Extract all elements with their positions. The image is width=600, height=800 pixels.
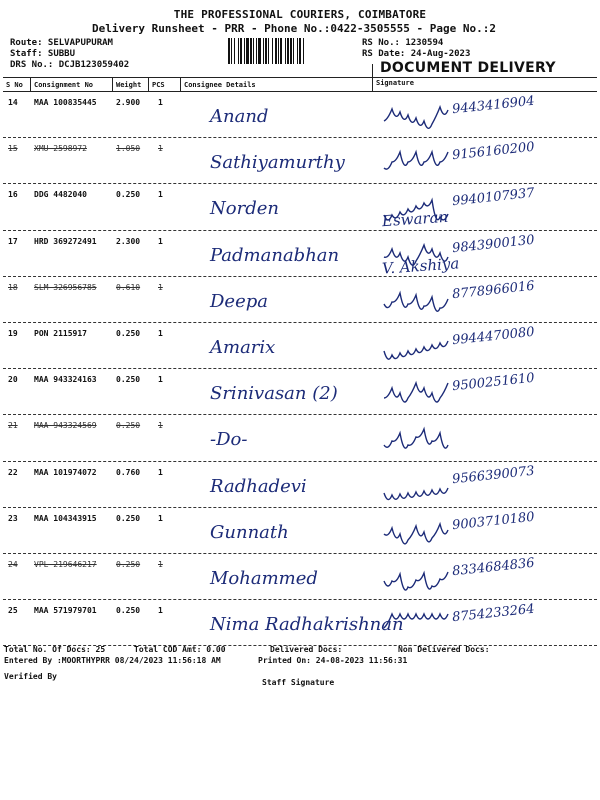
row-consignee-name: Sathiyamurthy bbox=[210, 152, 345, 174]
row-sno: 20 bbox=[8, 375, 18, 385]
row-signature-phone: 8334684836 bbox=[451, 555, 536, 580]
verified-by: Verified By bbox=[4, 672, 57, 681]
row-consignee-name: Amarix bbox=[210, 337, 276, 358]
col-consignment: Consignment No bbox=[34, 81, 94, 89]
barcode-image bbox=[228, 38, 356, 64]
row-consignee-name: Norden bbox=[210, 198, 279, 220]
row-consignee-name: Srinivasan (2) bbox=[210, 383, 338, 405]
col-divider bbox=[112, 77, 113, 91]
row-separator bbox=[3, 230, 597, 231]
row-consignee-name: Deepa bbox=[210, 290, 268, 312]
row-signature-phone: 9940107937 bbox=[451, 186, 536, 210]
entered-by: Entered By :MOORTHYPRR 08/24/2023 11:56:18 AM bbox=[4, 656, 221, 665]
row-signature-scribble bbox=[380, 514, 570, 548]
row-consignment-no: SLM 326956785 bbox=[34, 282, 97, 292]
staff-signature: Staff Signature bbox=[262, 678, 335, 687]
row-pcs: 1 bbox=[158, 421, 163, 431]
row-signature-scribble bbox=[380, 468, 570, 502]
row-signature-scribble bbox=[380, 421, 570, 455]
row-consignee-name: Radhadevi bbox=[210, 475, 307, 497]
row-sno: 21 bbox=[8, 421, 18, 431]
row-weight: 0.250 bbox=[116, 513, 141, 523]
col-divider bbox=[30, 77, 31, 91]
printed-on: Printed On: 24-08-2023 11:56:31 bbox=[258, 656, 408, 665]
col-pcs: PCS bbox=[152, 81, 165, 89]
row-pcs: 1 bbox=[158, 560, 163, 569]
rs-number: RS No.: 1230594 bbox=[362, 38, 444, 48]
row-sno: 24 bbox=[8, 560, 18, 569]
row-pcs: 1 bbox=[158, 282, 163, 292]
row-signature-scribble bbox=[380, 329, 570, 363]
runsheet-title: Delivery Runsheet - PRR - Phone No.:0422-3505555 - Page No.:2 bbox=[92, 22, 496, 35]
row-sno: 23 bbox=[8, 513, 18, 523]
rs-date: RS Date: 24-Aug-2023 bbox=[362, 49, 471, 59]
row-weight: 0.250 bbox=[116, 421, 141, 431]
row-pcs: 1 bbox=[158, 98, 163, 107]
row-signature-scribble bbox=[380, 560, 570, 594]
row-consignment-no: MAA 104343915 bbox=[34, 513, 97, 523]
row-consignment-no: HRD 369272491 bbox=[34, 236, 97, 246]
col-divider bbox=[148, 77, 149, 91]
row-signature-scribble bbox=[380, 144, 570, 178]
row-weight: 2.900 bbox=[116, 98, 141, 107]
row-pcs: 1 bbox=[158, 329, 163, 338]
row-sno: 16 bbox=[8, 190, 18, 200]
row-pcs: 1 bbox=[158, 606, 163, 616]
row-signature-phone: 9156160200 bbox=[451, 139, 536, 164]
row-signature-name: V. Akshiya bbox=[381, 253, 460, 278]
row-separator bbox=[3, 553, 597, 554]
row-signature-phone: 9944470080 bbox=[451, 324, 536, 349]
row-pcs: 1 bbox=[158, 375, 163, 385]
row-consignee-name: Gunnath bbox=[210, 521, 289, 543]
col-consignee: Consignee Details bbox=[184, 81, 256, 89]
row-separator bbox=[3, 183, 597, 184]
row-consignment-no: MAA 943324569 bbox=[34, 421, 97, 431]
col-weight: Weight bbox=[116, 81, 142, 89]
row-consignee-name: Nima Radhakrishnan bbox=[210, 614, 404, 636]
row-sno: 15 bbox=[8, 144, 18, 154]
row-pcs: 1 bbox=[158, 190, 163, 200]
row-sno: 14 bbox=[8, 98, 18, 107]
row-sno: 18 bbox=[8, 282, 18, 292]
row-separator bbox=[3, 414, 597, 415]
row-signature-phone: 9003710180 bbox=[451, 509, 536, 534]
row-signature-phone: 8778966016 bbox=[451, 278, 536, 303]
row-consignment-no: MAA 943324163 bbox=[34, 375, 97, 385]
row-consignment-no: VPL 219646217 bbox=[34, 560, 97, 569]
row-consignment-no: MAA 100835445 bbox=[34, 98, 97, 107]
row-separator bbox=[3, 368, 597, 369]
row-weight: 0.760 bbox=[116, 467, 141, 477]
row-consignee-name: -Do- bbox=[210, 429, 248, 451]
row-signature-phone: 9566390073 bbox=[451, 463, 536, 487]
row-separator bbox=[3, 507, 597, 508]
col-divider bbox=[372, 64, 373, 91]
row-signature-scribble bbox=[380, 190, 570, 224]
row-signature-phone: 9500251610 bbox=[451, 370, 536, 395]
row-signature-name: Eswaran bbox=[381, 208, 449, 231]
row-signature-scribble bbox=[380, 283, 570, 317]
row-weight: 0.250 bbox=[116, 606, 141, 616]
row-weight: 0.250 bbox=[116, 560, 141, 569]
drs-number: DRS No.: DCJB123059402 bbox=[10, 60, 130, 70]
row-weight: 0.250 bbox=[116, 375, 141, 385]
row-weight: 0.250 bbox=[116, 190, 141, 200]
row-pcs: 1 bbox=[158, 467, 163, 477]
row-weight: 1.050 bbox=[116, 144, 141, 154]
delivered-docs: Delivered Docs: bbox=[270, 645, 343, 654]
staff-label: Staff: SUBBU bbox=[10, 49, 76, 59]
row-signature-scribble bbox=[380, 375, 570, 409]
row-signature-scribble bbox=[380, 98, 570, 132]
row-weight: 0.610 bbox=[116, 282, 141, 292]
row-sno: 19 bbox=[8, 329, 18, 338]
row-separator bbox=[3, 137, 597, 138]
document-delivery-stamp: DOCUMENT DELIVERY bbox=[380, 60, 556, 76]
row-consignment-no: MAA 101974072 bbox=[34, 467, 97, 477]
row-consignment-no: PON 2115917 bbox=[34, 329, 87, 338]
row-consignment-no: XMU 2598972 bbox=[34, 144, 87, 154]
row-signature-phone: 8754233264 bbox=[451, 601, 536, 626]
total-cod-amount: Total COD Amt: 0.00 bbox=[134, 645, 226, 654]
row-weight: 0.250 bbox=[116, 329, 141, 338]
row-separator bbox=[3, 322, 597, 323]
row-pcs: 1 bbox=[158, 513, 163, 523]
row-consignee-name: Padmanabhan bbox=[210, 244, 340, 266]
total-docs: Total No. Of Docs: 25 bbox=[4, 645, 106, 654]
row-consignment-no: MAA 571979701 bbox=[34, 606, 97, 616]
route-label: Route: SELVAPUPURAM bbox=[10, 38, 113, 48]
row-signature-phone: 9843900130 bbox=[451, 232, 536, 256]
row-consignment-no: DDG 4482040 bbox=[34, 190, 87, 200]
col-signature: Signature bbox=[376, 79, 414, 87]
row-signature-phone: 9443416904 bbox=[451, 93, 536, 118]
row-separator bbox=[3, 599, 597, 600]
company-name: THE PROFESSIONAL COURIERS, COIMBATORE bbox=[173, 8, 427, 21]
row-pcs: 1 bbox=[158, 236, 163, 246]
non-delivered-docs: Non Delivered Docs: bbox=[398, 645, 490, 654]
row-pcs: 1 bbox=[158, 144, 163, 154]
row-consignee-name: Anand bbox=[210, 106, 269, 127]
header-bottom-rule bbox=[3, 91, 597, 92]
row-weight: 2.300 bbox=[116, 236, 141, 246]
row-sno: 25 bbox=[8, 606, 18, 616]
header-top-rule bbox=[3, 77, 597, 78]
row-signature-scribble bbox=[380, 237, 570, 271]
row-sno: 17 bbox=[8, 236, 18, 246]
row-signature-scribble bbox=[380, 606, 570, 640]
col-divider bbox=[180, 77, 181, 91]
row-sno: 22 bbox=[8, 467, 18, 477]
row-separator bbox=[3, 461, 597, 462]
row-consignee-name: Mohammed bbox=[210, 568, 318, 589]
col-sno: S No bbox=[6, 81, 23, 89]
row-separator bbox=[3, 276, 597, 277]
